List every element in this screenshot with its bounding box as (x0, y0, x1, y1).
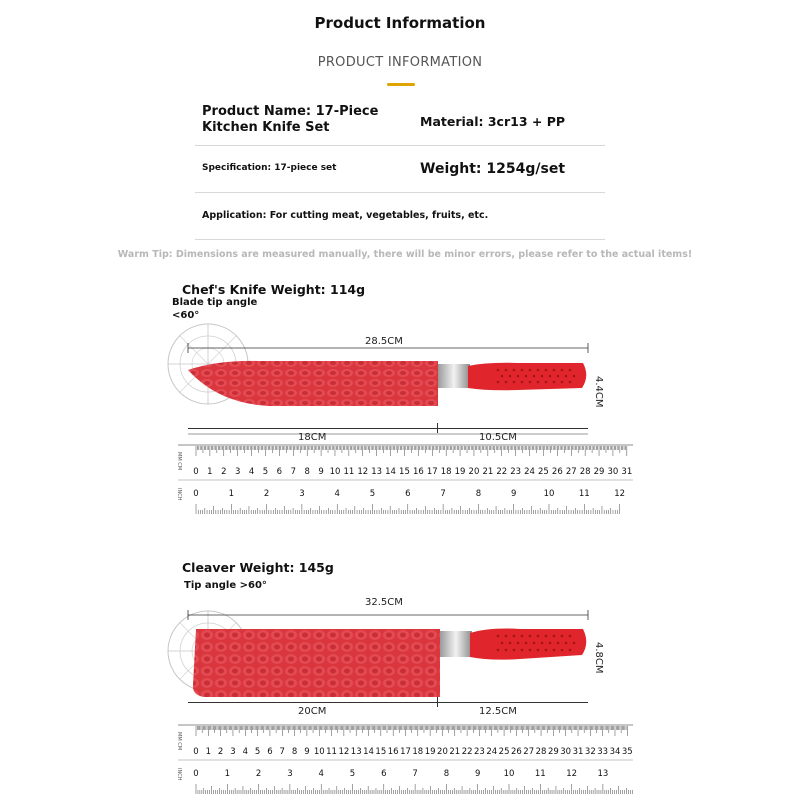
ruler-cm-label: 32 (584, 747, 596, 757)
ruler-cm-label: 1 (205, 747, 212, 757)
ruler-inch-label: 3 (287, 769, 293, 779)
ruler-cm-label: 5 (254, 747, 261, 757)
page-title: Product Information (314, 14, 486, 32)
ruler-inch-label: 8 (475, 489, 482, 499)
product-name: Product Name: 17-Piece Kitchen Knife Set (202, 104, 379, 135)
ruler-cm-label: 13 (371, 467, 383, 477)
ruler-cm-label: 8 (304, 467, 310, 477)
ruler-cm-label: 18 (440, 467, 452, 477)
ruler-cm-label: 34 (609, 747, 621, 757)
ruler-cm-label: 15 (375, 747, 387, 757)
chef-split-mark (437, 423, 438, 433)
ruler-inch-label: 2 (263, 489, 270, 499)
ruler-cm-label: 13 (350, 747, 362, 757)
ruler-cm-label: 0 (193, 747, 199, 757)
ruler-inch-unit: INCH (176, 488, 182, 501)
ruler-cm-label: 16 (387, 747, 399, 757)
chef-angle-value: <60° (172, 310, 200, 321)
ruler-inch-label: 9 (510, 489, 517, 499)
specification: Specification: 17-piece set (202, 163, 337, 173)
ruler-cm-label: 9 (304, 747, 310, 757)
ruler-cm-label: 5 (262, 467, 269, 477)
ruler-inch-unit: INCH (176, 768, 182, 781)
ruler-inch-label: 6 (405, 489, 411, 499)
ruler-cm-label: 0 (193, 467, 199, 477)
ruler-cm-label: 14 (363, 747, 374, 757)
cleaver-height: 4.8CM (593, 642, 604, 674)
cleaver-blade (193, 629, 440, 697)
ruler-cm-label: 25 (538, 467, 549, 477)
ruler-cm-label: 30 (607, 467, 619, 477)
ruler-cm-label: 27 (565, 467, 577, 477)
ruler-cm-label: 9 (318, 467, 324, 477)
cleaver-handle-length: 12.5CM (479, 706, 517, 717)
ruler-cm-label: 21 (482, 467, 494, 477)
ruler-inch-label: 4 (334, 489, 340, 499)
ruler-cm-label: 2 (221, 467, 227, 477)
ruler-cm-label: 3 (234, 467, 241, 477)
ruler-cm-label: 17 (400, 747, 411, 757)
ruler-cm-label: 3 (230, 747, 236, 757)
cleaver-bolster (440, 631, 472, 657)
ruler-cm-label: 6 (276, 467, 283, 477)
ruler-inch-label: 11 (534, 769, 546, 779)
ruler-inch-label: 5 (369, 489, 376, 499)
ruler-inch-label: 12 (566, 769, 578, 779)
chef-bolster (438, 364, 470, 388)
ruler-cm-label: 17 (426, 467, 438, 477)
ruler-cm-label: 12 (338, 747, 350, 757)
cleaver-total-length: 32.5CM (365, 597, 403, 608)
ruler-inch-label: 11 (578, 489, 590, 499)
ruler-cm-label: 19 (424, 747, 436, 757)
chef-knife-heading: Chef's Knife Weight: 114g (182, 282, 366, 297)
divider (195, 145, 605, 146)
ruler-cm-label: 11 (343, 467, 355, 477)
ruler-inch-label: 7 (440, 489, 446, 499)
chef-total-length: 28.5CM (365, 336, 403, 347)
ruler-cm-label: 7 (290, 467, 296, 477)
ruler-cm-label: 4 (248, 467, 255, 477)
ruler-cm-label: 31 (621, 467, 633, 477)
ruler-cm-label: 10 (329, 467, 341, 477)
ruler-cm-label: 24 (486, 747, 498, 757)
ruler-inch-label: 2 (255, 769, 262, 779)
ruler-cm-label: 23 (474, 747, 485, 757)
ruler-inch-label: 7 (412, 769, 418, 779)
ruler-cm-label: 20 (468, 467, 480, 477)
ruler-cm-label: 28 (535, 747, 547, 757)
chef-blade (188, 361, 438, 406)
ruler-cm-label: 25 (498, 747, 510, 757)
chef-knife-illustration (158, 318, 628, 418)
warm-tip: Warm Tip: Dimensions are measured manually, there will be minor errors, please refer to the actual items! (117, 249, 693, 260)
ruler-cm-label: 28 (579, 467, 591, 477)
cleaver-ruler (178, 724, 633, 796)
application: Application: For cutting meat, vegetables, fruits, etc. (202, 210, 489, 221)
ruler-cm-label: 12 (357, 467, 369, 477)
chef-blade-length: 18CM (298, 432, 327, 443)
ruler-cm-label: 21 (449, 747, 461, 757)
ruler-cm-label: 26 (510, 747, 522, 757)
cleaver-heading: Cleaver Weight: 145g (182, 560, 334, 575)
ruler-cm-label: 19 (454, 467, 466, 477)
ruler-cm-label: 15 (399, 467, 410, 477)
ruler-cm-label: 6 (267, 747, 273, 757)
cleaver-length-line (188, 702, 588, 703)
ruler-inch-label: 9 (474, 769, 481, 779)
ruler-inch-label: 0 (193, 489, 199, 499)
ruler-inch-label: 8 (443, 769, 450, 779)
title-underline (387, 83, 415, 86)
ruler-inch-label: 0 (193, 769, 199, 779)
ruler-inch-label: 5 (349, 769, 356, 779)
ruler-cm-label: 30 (560, 747, 572, 757)
chef-height: 4.4CM (593, 376, 604, 408)
ruler-cm-label: 29 (593, 467, 605, 477)
ruler-inch-label: 1 (224, 769, 231, 779)
ruler-cm-label: 10 (313, 747, 325, 757)
cleaver-illustration (158, 605, 628, 715)
ruler-cm-label: 2 (217, 747, 224, 757)
ruler-inch-label: 4 (318, 769, 324, 779)
ruler-cm-label: 27 (523, 747, 535, 757)
ruler-cm-label: 31 (572, 747, 584, 757)
ruler-cm-unit: MM CM (176, 732, 182, 751)
ruler-inch-label: 10 (503, 769, 515, 779)
ruler-inch-label: 12 (614, 489, 626, 499)
ruler-inch-label: 3 (299, 489, 305, 499)
ruler-cm-label: 18 (412, 747, 424, 757)
chef-length-line (188, 428, 588, 429)
chef-ruler (178, 444, 633, 516)
ruler-cm-label: 33 (597, 747, 609, 757)
ruler-cm-label: 26 (551, 467, 563, 477)
ruler-cm-label: 7 (279, 747, 285, 757)
weight: Weight: 1254g/set (420, 161, 566, 177)
chef-angle-label: Blade tip angle (172, 297, 258, 308)
ruler-cm-label: 14 (385, 467, 396, 477)
ruler-cm-label: 22 (496, 467, 508, 477)
ruler-inch-label: 1 (228, 489, 235, 499)
material: Material: 3cr13 + PP (420, 114, 566, 129)
ruler-cm-label: 16 (412, 467, 424, 477)
ruler-inch-label: 13 (597, 769, 609, 779)
ruler-cm-label: 11 (326, 747, 337, 757)
ruler-cm-label: 35 (621, 747, 633, 757)
cleaver-handle (470, 629, 586, 660)
ruler-inch-label: 6 (381, 769, 387, 779)
ruler-cm-label: 29 (547, 747, 559, 757)
page-subtitle: PRODUCT INFORMATION (317, 55, 483, 70)
ruler-cm-label: 22 (461, 747, 473, 757)
ruler-cm-label: 1 (207, 467, 213, 477)
ruler-cm-label: 23 (510, 467, 522, 477)
divider (195, 239, 605, 240)
ruler-inch-label: 10 (543, 489, 555, 499)
chef-handle-length: 10.5CM (479, 432, 517, 443)
ruler-cm-label: 4 (242, 747, 249, 757)
cleaver-angle-label: Tip angle >60° (184, 580, 267, 591)
divider (195, 192, 605, 193)
ruler-cm-label: 8 (291, 747, 298, 757)
ruler-cm-label: 20 (437, 747, 448, 757)
ruler-cm-unit: MM CM (176, 452, 182, 471)
cleaver-split-mark (437, 697, 438, 707)
ruler-cm-label: 24 (524, 467, 535, 477)
cleaver-blade-length: 20CM (298, 706, 327, 717)
